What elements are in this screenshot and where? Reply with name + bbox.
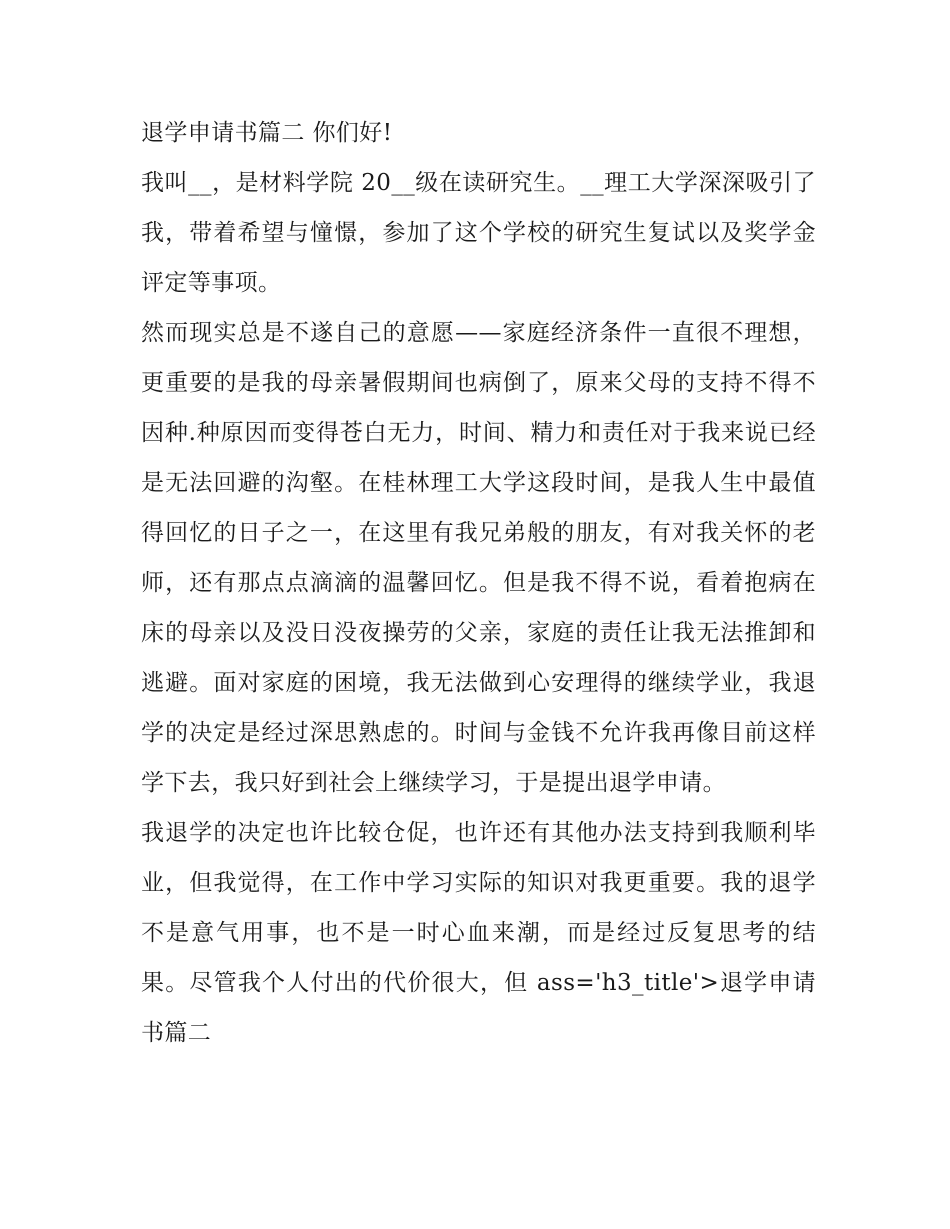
document-body (141, 108, 816, 1058)
paragraph-family-circumstances: 然而现实总是不遂自己的意愿——家庭经济条件一直很不理想，更重要的是我的母亲暑假期间也病倒了，原来父母的支持不得不因种.种原因而变得苍白无力，时间、精力和责任对于我来说已经是无法回避的沟壑。在桂林理工大学这段时间，是我人生中最值得回忆的日子之一，在这里有我兄弟般的朋友，有对我关怀的老师，还有那点点滴滴的温馨回忆。但是我不得不说，看着抱病在床的母亲以及没日没夜操劳的父亲，家庭的责任让我无法推卸和逃避。面对家庭的困境，我无法做到心安理得的继续学业，我退学的决定是经过深思熟虑的。时间与金钱不允许我再像目前这样学下去，我只好到社会上继续学习，于是提出退学申请。 (141, 320, 816, 796)
paragraph-heading: 退学申请书篇二 你们好! (141, 120, 393, 146)
paragraph-decision: 我退学的决定也许比较仓促，也许还有其他办法支持到我顺利毕业，但我觉得，在工作中学习实际的知识对我更重要。我的退学不是意气用事，也不是一时心血来潮，而是经过反复思考的结果。尽管我个人付出的代价很大，但 ass='h3_title'>退学申请书篇二 (141, 820, 816, 1046)
paragraph-introduction: 我叫__，是材料学院 20__级在读研究生。__理工大学深深吸引了我，带着希望与憧憬，参加了这个学校的研究生复试以及奖学金评定等事项。 (141, 170, 816, 296)
